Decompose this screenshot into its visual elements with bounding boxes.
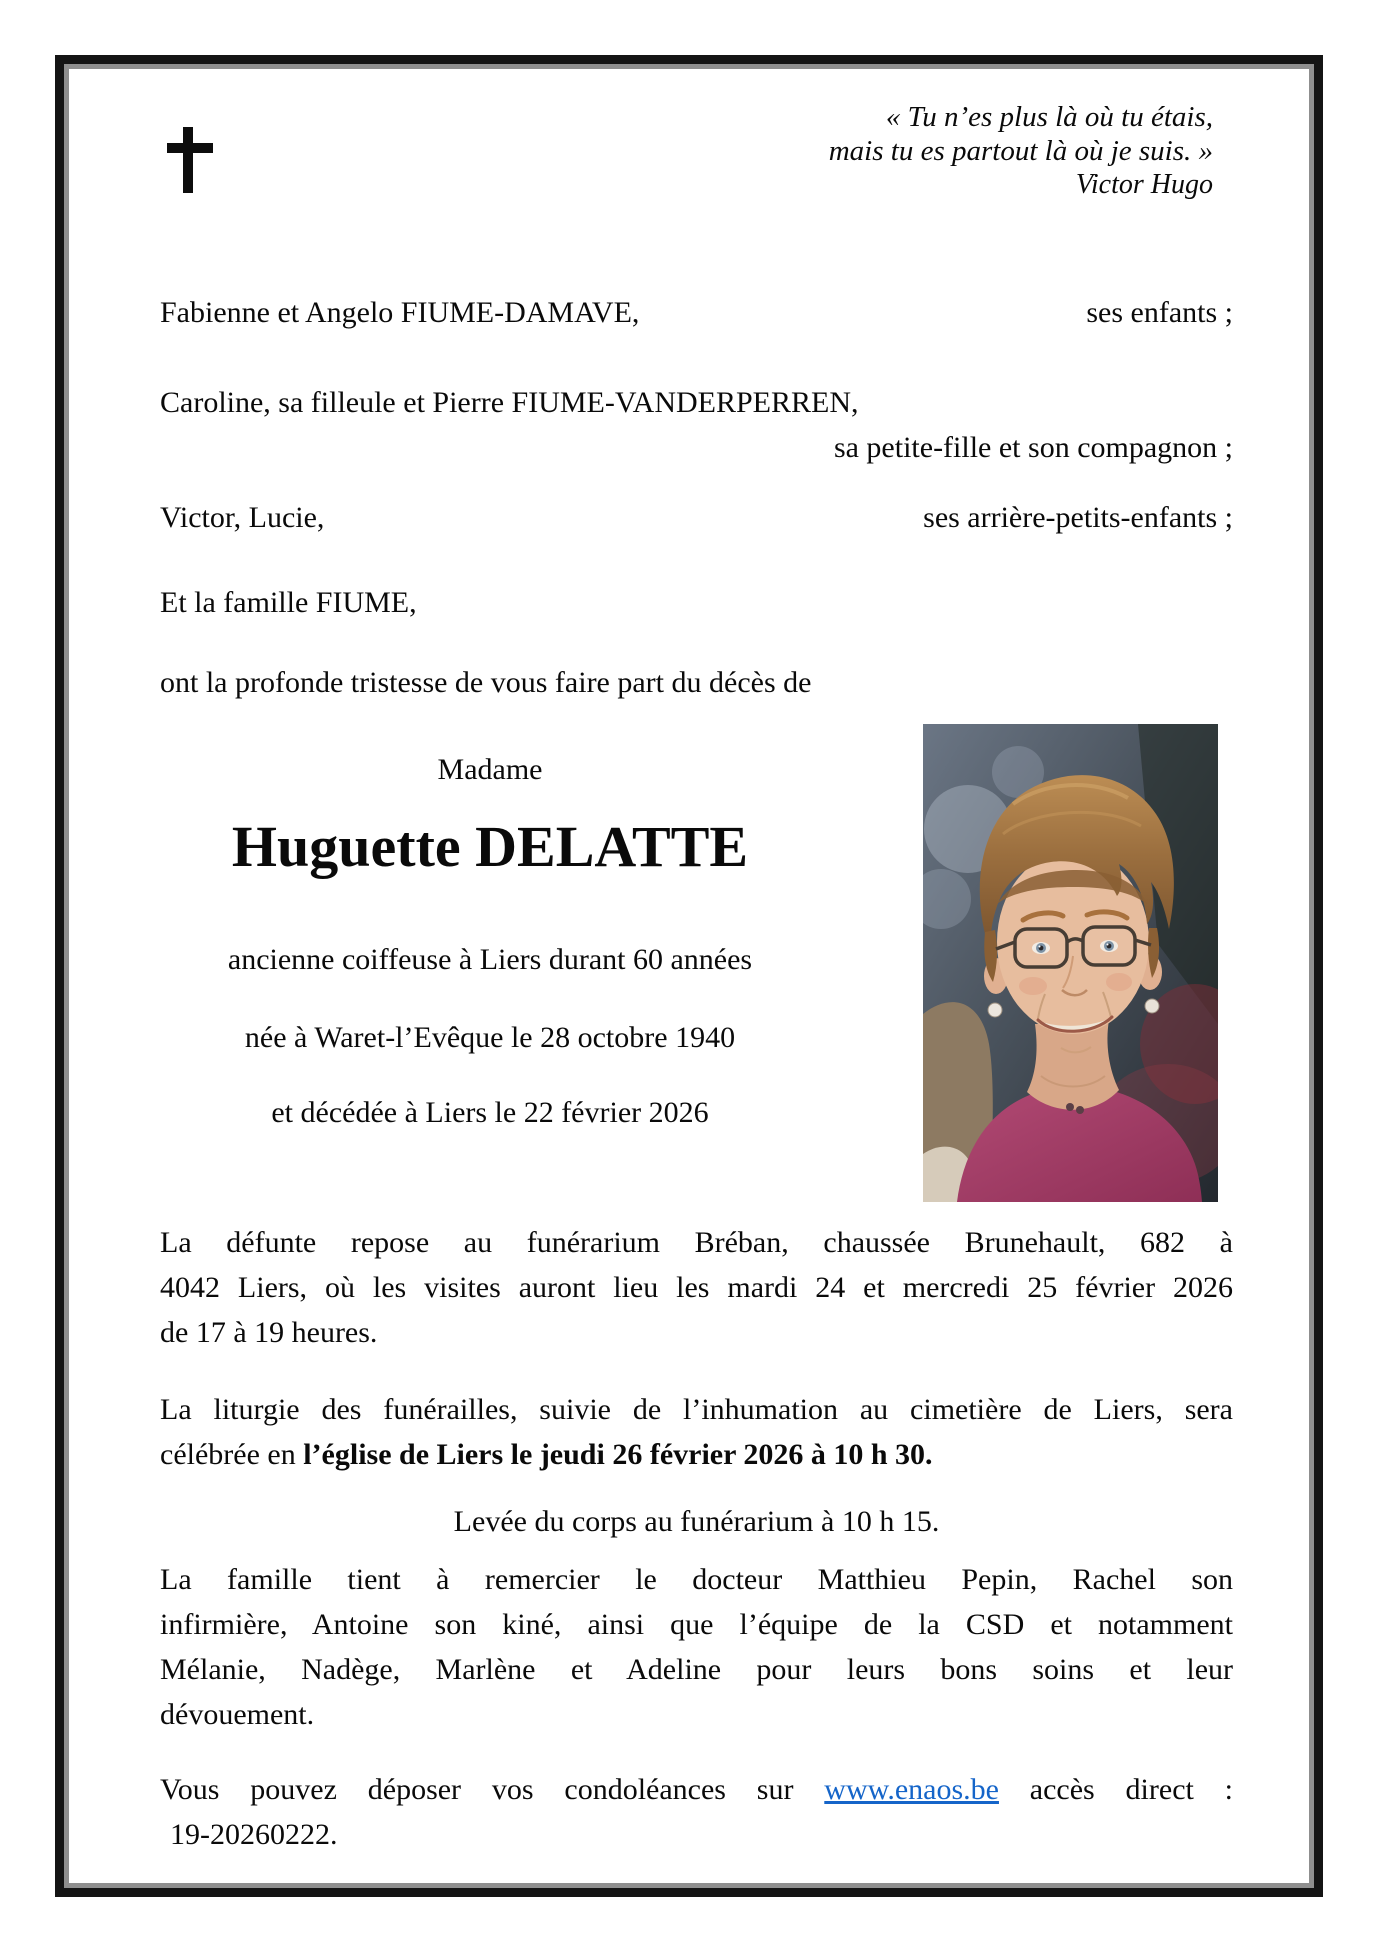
family-names: Victor, Lucie, xyxy=(160,501,325,534)
family-relation: sa petite-fille et son compagnon ; xyxy=(833,431,1233,464)
wake-line-2: 4042 Liers, où les visites auront lieu les mardi 24 et mercredi 25 février 2026 xyxy=(160,1271,1233,1304)
condolences-line-1: Vous pouvez déposer vos condoléances sur www.enaos.be accès direct : xyxy=(160,1773,1234,1806)
quote-line-1: « Tu n’es plus là où tu étais, xyxy=(885,101,1213,133)
wake-paragraph xyxy=(160,1220,1233,1355)
family-row xyxy=(160,290,1233,335)
memorial-card-inner-border xyxy=(64,64,1314,1888)
condolence-access-code: 19-20260222. xyxy=(170,1818,338,1851)
levee-du-corps-line: Levée du corps au funérarium à 10 h 15. xyxy=(453,1505,940,1538)
liturgy-paragraph xyxy=(160,1387,1233,1477)
quote-attribution: Victor Hugo xyxy=(1075,169,1213,200)
wake-line-3: de 17 à 19 heures. xyxy=(160,1316,378,1349)
condolences-paragraph xyxy=(160,1767,1233,1857)
portrait-photo xyxy=(923,724,1218,1202)
family-row xyxy=(160,495,1233,540)
portrait-photo-column xyxy=(923,724,1218,1202)
latin-cross-icon xyxy=(167,127,213,193)
thanks-line-3: Mélanie, Nadège, Marlène et Adeline pour leurs bons soins et leur xyxy=(160,1653,1233,1686)
memorial-card-frame xyxy=(55,55,1323,1897)
deceased-occupation: ancienne coiffeuse à Liers durant 60 années xyxy=(227,943,753,976)
announcement-line: ont la profonde tristesse de vous faire part du décès de xyxy=(160,666,812,699)
deceased-info-column xyxy=(160,724,820,1202)
family-row xyxy=(160,580,1233,625)
deceased-death-line: et décédée à Liers le 22 février 2026 xyxy=(271,1096,709,1129)
card-header xyxy=(160,100,1233,204)
enaos-link[interactable]: www.enaos.be xyxy=(824,1773,999,1806)
memorial-quote xyxy=(829,100,1213,204)
deceased-birth-line: née à Waret-l’Evêque le 28 octobre 1940 xyxy=(244,1021,736,1054)
family-relation: ses arrière-petits-enfants ; xyxy=(923,501,1233,534)
liturgy-line-1: La liturgie des funérailles, suivie de l’inhumation au cimetière de Liers, sera xyxy=(160,1393,1233,1426)
memorial-card-content xyxy=(69,100,1309,1857)
family-row xyxy=(160,380,1233,470)
family-names: Caroline, sa filleule et Pierre FIUME-VANDERPERREN, xyxy=(160,386,859,419)
deceased-name: Huguette DELATTE xyxy=(231,814,749,879)
thanks-line-4: dévouement. xyxy=(160,1698,315,1731)
thanks-line-2: infirmière, Antoine son kiné, ainsi que l’équipe de la CSD et notamment xyxy=(160,1608,1233,1641)
family-names: Et la famille FIUME, xyxy=(160,586,417,619)
deceased-title: Madame xyxy=(437,753,543,786)
thanks-paragraph xyxy=(160,1557,1233,1737)
family-names: Fabienne et Angelo FIUME-DAMAVE, xyxy=(160,296,640,329)
thanks-line-1: La famille tient à remercier le docteur Matthieu Pepin, Rachel son xyxy=(160,1563,1233,1596)
deceased-section xyxy=(160,724,1233,1202)
family-relation: ses enfants ; xyxy=(1086,296,1233,329)
quote-line-2: mais tu es partout là où je suis. » xyxy=(828,135,1213,167)
wake-line-1: La défunte repose au funérarium Bréban, chaussée Brunehault, 682 à xyxy=(160,1226,1233,1259)
church-date-bold: l’église de Liers le jeudi 26 février 2026 à 10 h 30. xyxy=(303,1438,933,1471)
liturgy-line-2: célébrée en l’église de Liers le jeudi 26 février 2026 à 10 h 30. xyxy=(160,1438,933,1471)
